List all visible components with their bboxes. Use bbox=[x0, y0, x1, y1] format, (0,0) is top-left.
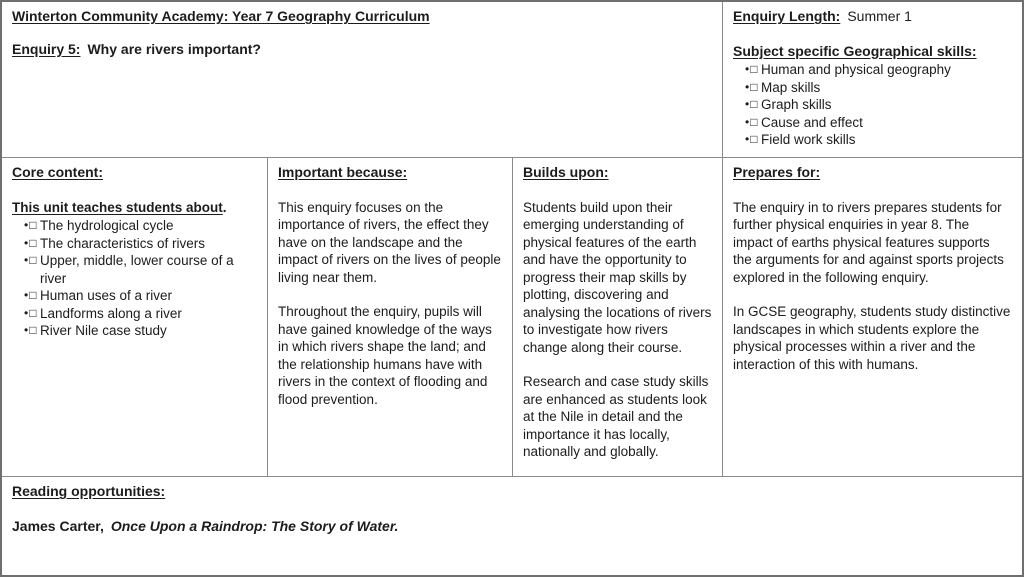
enquiry-length-label: Enquiry Length: bbox=[733, 8, 841, 24]
reading-author: James Carter, bbox=[12, 517, 104, 534]
bullet-checkbox-icon: •□ bbox=[24, 235, 38, 250]
core-content-subheading-period: . bbox=[222, 199, 227, 215]
bullet-checkbox-icon: •□ bbox=[24, 305, 38, 320]
core-content-list-item bbox=[12, 252, 257, 287]
core-content-list-item bbox=[12, 287, 257, 305]
title-cell bbox=[2, 2, 723, 158]
important-because-heading: Important because: bbox=[278, 164, 408, 180]
reading-reference-line bbox=[12, 518, 1012, 536]
enquiry-label: Enquiry 5: bbox=[12, 40, 81, 57]
skills-list-item bbox=[733, 114, 1012, 132]
skills-heading: Subject specific Geographical skills: bbox=[733, 42, 977, 59]
bullet-checkbox-icon: •□ bbox=[745, 132, 759, 146]
skills-item-label: Map skills bbox=[761, 79, 821, 95]
reading-book-title: Once Upon a Raindrop: The Story of Water. bbox=[110, 517, 399, 534]
core-content-list-item bbox=[12, 322, 257, 340]
core-content-list-item bbox=[12, 305, 257, 323]
bullet-checkbox-icon: •□ bbox=[745, 62, 759, 76]
bullet-checkbox-icon: •□ bbox=[745, 97, 759, 111]
reading-opportunities-heading: Reading opportunities: bbox=[12, 483, 166, 499]
skills-list-item bbox=[733, 61, 1012, 79]
builds-upon-paragraph-2: Research and case study skills are enhanced as students look at the Nile in detail and the importance it has locally, nationally and globally. bbox=[523, 374, 709, 459]
skills-item-label: Graph skills bbox=[761, 97, 832, 112]
core-content-item-label: The characteristics of rivers bbox=[40, 235, 206, 251]
bullet-checkbox-icon: •□ bbox=[745, 114, 759, 129]
important-because-cell bbox=[268, 158, 513, 477]
skills-item-label: Human and physical geography bbox=[761, 62, 951, 77]
skills-list-item bbox=[733, 96, 1012, 114]
prepares-for-cell bbox=[723, 158, 1022, 477]
enquiry-question: Why are rivers important? bbox=[87, 40, 261, 57]
core-content-cell bbox=[2, 158, 268, 477]
prepares-for-paragraph-2: In GCSE geography, students study distinctive landscapes in which students explore the physical processes within a river and the interaction of this with humans. bbox=[733, 304, 1011, 372]
core-content-list-item bbox=[12, 235, 257, 253]
bullet-checkbox-icon: •□ bbox=[24, 323, 38, 337]
bullet-checkbox-icon: •□ bbox=[745, 79, 759, 94]
important-because-paragraph-2: Throughout the enquiry, pupils will have gained knowledge of the ways in which rivers shape the land; and the relationship humans have with rivers in the context of flooding and flood prevention. bbox=[278, 304, 492, 407]
reading-opportunities-cell bbox=[2, 477, 1022, 575]
core-content-subheading bbox=[12, 199, 257, 217]
core-content-list-item bbox=[12, 217, 257, 235]
builds-upon-heading: Builds upon: bbox=[523, 164, 609, 180]
core-content-subheading-text: This unit teaches students about bbox=[12, 199, 223, 215]
bullet-checkbox-icon: •□ bbox=[24, 288, 38, 302]
page-title: Winterton Community Academy: Year 7 Geography Curriculum bbox=[12, 8, 430, 24]
skills-item-label: Cause and effect bbox=[761, 114, 863, 130]
bullet-checkbox-icon: •□ bbox=[24, 218, 38, 232]
important-because-paragraph-1: This enquiry focuses on the importance of rivers, the effect they have on the landscape and the impact of rivers on the lives of people living near them. bbox=[278, 199, 501, 285]
core-content-item-label: Upper, middle, lower course of a river bbox=[40, 253, 234, 286]
prepares-for-paragraph-1: The enquiry in to rivers prepares students for further physical enquiries in year 8. The impact of earths physical features supports the arguments for and against sports projects explored in the following enquiry. bbox=[733, 199, 1004, 285]
core-content-item-label: River Nile case study bbox=[40, 323, 167, 338]
builds-upon-paragraph-1: Students build upon their emerging understanding of physical features of the earth and have the opportunity to progress their map skills by plotting, discovering and analysing the locations of rivers to investigate how rivers change along their course. bbox=[523, 199, 712, 355]
skills-item-label: Field work skills bbox=[761, 132, 856, 147]
enquiry-length-value: Summer 1 bbox=[847, 8, 912, 24]
skills-list-item bbox=[733, 79, 1012, 97]
core-content-item-label: Landforms along a river bbox=[40, 305, 182, 321]
core-content-item-label: The hydrological cycle bbox=[40, 218, 174, 233]
core-content-list bbox=[12, 217, 257, 340]
enquiry-line bbox=[12, 41, 712, 59]
builds-upon-cell bbox=[513, 158, 723, 477]
skills-list bbox=[733, 61, 1012, 149]
core-content-heading: Core content: bbox=[12, 164, 103, 180]
core-content-item-label: Human uses of a river bbox=[40, 288, 173, 303]
prepares-for-heading: Prepares for: bbox=[733, 164, 821, 180]
enquiry-length-line bbox=[733, 8, 1012, 26]
bullet-checkbox-icon: •□ bbox=[24, 253, 38, 267]
skills-list-item bbox=[733, 131, 1012, 149]
enquiry-length-cell bbox=[723, 2, 1022, 158]
